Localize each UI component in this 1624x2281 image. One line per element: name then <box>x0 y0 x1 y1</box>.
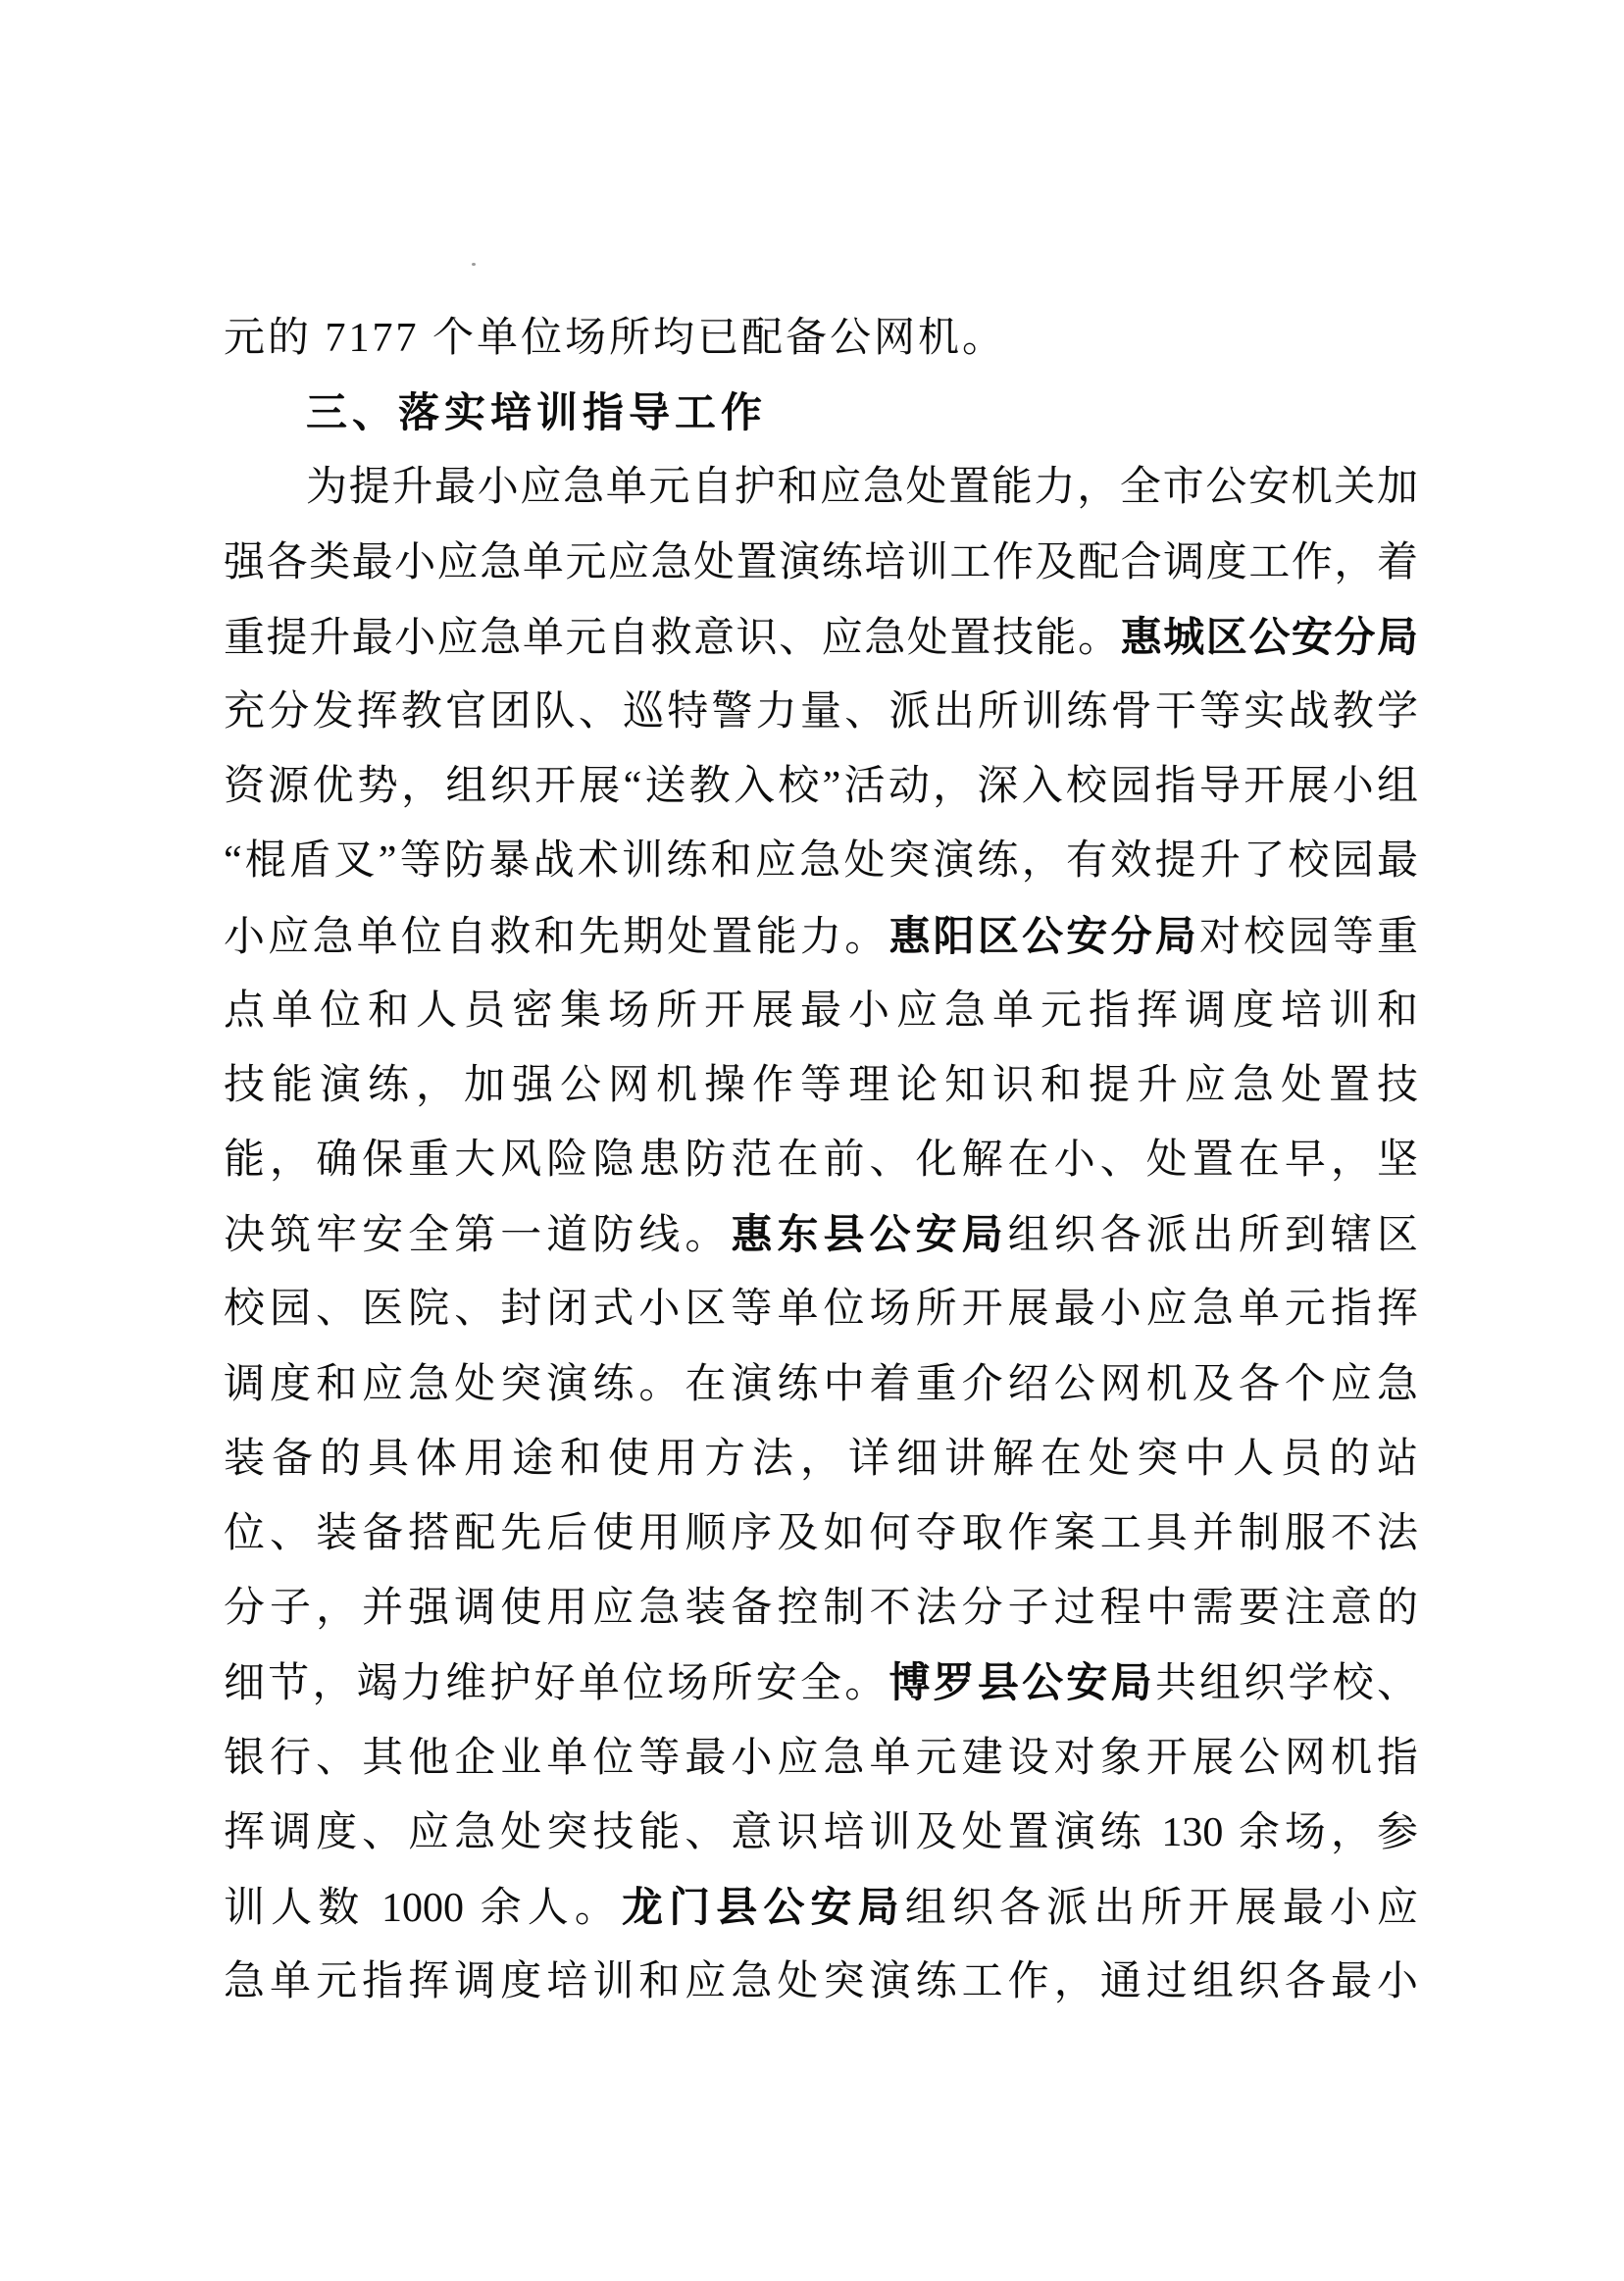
text-line <box>224 824 1418 898</box>
text-segment: 重提升最小应急单元自救意识、应急处置技能。 <box>224 615 1121 661</box>
text-segment: 调度和应急处突演练。在演练中着重介绍公网机及各个应急 <box>224 1361 1418 1407</box>
text-segment: 决筑牢安全第一道防线。 <box>224 1213 732 1259</box>
bold-agency-name: 惠城区公安分局 <box>1120 612 1418 661</box>
text-segment: 技能演练，加强公网机操作等理论知识和提升应急处置技 <box>224 1062 1418 1108</box>
text-line <box>224 526 1418 600</box>
text-line <box>224 600 1418 675</box>
text-line <box>224 1646 1418 1720</box>
text-segment: 训人数 1000 余人。 <box>224 1885 622 1931</box>
text-segment: 点单位和人员密集场所开展最小应急单元指挥调度培训和 <box>224 988 1418 1034</box>
text-segment: 分子，并强调使用应急装备控制不法分子过程中需要注意的 <box>224 1586 1418 1632</box>
scan-artifact-speck <box>472 263 476 266</box>
text-line <box>224 1123 1418 1197</box>
text-line <box>224 1571 1418 1646</box>
text-line <box>224 1422 1418 1496</box>
section-heading <box>224 376 1418 450</box>
bold-agency-name: 三、落实培训指导工作 <box>306 388 768 437</box>
text-line <box>224 1197 1418 1272</box>
text-segment: 银行、其他企业单位等最小应急单元建设对象开展公网机指 <box>224 1735 1418 1781</box>
text-segment: 元的 7177 个单位场所均已配备公网机。 <box>224 316 1007 361</box>
text-line <box>224 1272 1418 1346</box>
bold-agency-name: 惠阳区公安分局 <box>888 911 1200 960</box>
text-segment: 能，确保重大风险隐患防范在前、化解在小、处置在早，坚 <box>224 1138 1418 1184</box>
text-line <box>224 1347 1418 1422</box>
text-line <box>224 1945 1418 2019</box>
text-segment: 校园、医院、封闭式小区等单位场所开展最小应急单元指挥 <box>224 1287 1418 1333</box>
document-body <box>224 301 1418 2019</box>
text-segment: 装备的具体用途和使用方法，详细讲解在处突中人员的站 <box>224 1436 1418 1482</box>
text-segment: 共组织学校、 <box>1154 1661 1418 1707</box>
text-segment: “棍盾叉”等防暴战术训练和应急处突演练，有效提升了校园最 <box>224 838 1418 885</box>
text-line <box>224 1496 1418 1571</box>
bold-agency-name: 惠东县公安局 <box>731 1210 1008 1259</box>
text-line <box>224 749 1418 824</box>
text-segment: 细节，竭力维护好单位场所安全。 <box>224 1661 889 1707</box>
text-line <box>224 675 1418 749</box>
text-segment: 小应急单位自救和先期处置能力。 <box>224 914 889 960</box>
text-line <box>224 301 1418 376</box>
text-segment: 充分发挥教官团队、巡特警力量、派出所训练骨干等实战教学 <box>224 688 1418 735</box>
text-segment: 急单元指挥调度培训和应急处突演练工作，通过组织各最小 <box>224 1959 1418 2005</box>
text-segment: 位、装备搭配先后使用顺序及如何夺取作案工具并制服不法 <box>224 1511 1418 1556</box>
bold-agency-name: 龙门县公安局 <box>622 1882 905 1931</box>
text-line <box>224 450 1418 525</box>
text-segment: 强各类最小应急单元应急处置演练培训工作及配合调度工作，着 <box>224 539 1418 585</box>
text-line <box>224 1048 1418 1123</box>
text-segment: 为提升最小应急单元自护和应急处置能力，全市公安机关加 <box>306 465 1418 511</box>
text-line <box>224 1721 1418 1796</box>
text-line <box>224 899 1418 974</box>
text-segment: 挥调度、应急处突技能、意识培训及处置演练 130 余场，参 <box>224 1809 1418 1855</box>
text-line <box>224 974 1418 1048</box>
text-segment: 资源优势，组织开展“送教入校”活动，深入校园指导开展小组 <box>224 764 1418 810</box>
text-line <box>224 1796 1418 1870</box>
bold-agency-name: 博罗县公安局 <box>888 1658 1155 1707</box>
text-segment: 组织各派出所到辖区 <box>1007 1213 1418 1259</box>
text-segment: 对校园等重 <box>1199 914 1418 960</box>
text-segment: 组织各派出所开展最小应 <box>904 1885 1418 1931</box>
text-line <box>224 1870 1418 1945</box>
